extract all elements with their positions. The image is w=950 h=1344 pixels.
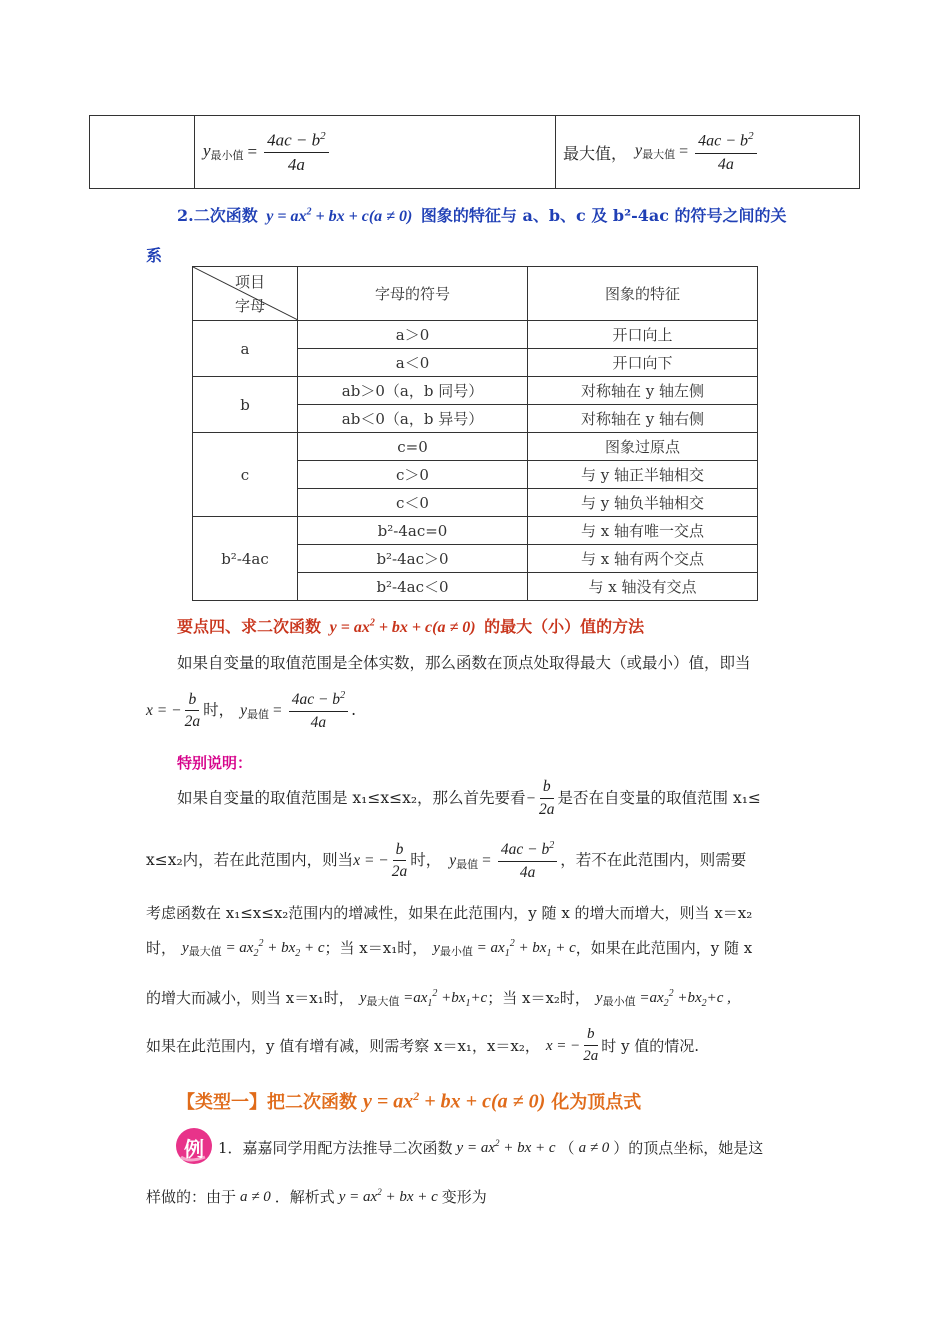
text: 1．嘉嘉同学用配方法推导二次函数 [218,1139,453,1157]
badge-label: 例 [184,1137,204,1161]
text: （ [559,1139,575,1157]
text: 如果在此范围内，y 值有增有减，则需考察 x＝x₁，x＝x₂， [146,1036,540,1055]
letter-cell: b [193,377,298,433]
text: ，若不在此范围内，则需要 [560,851,747,870]
table-cell: 与 x 轴没有交点 [528,573,758,601]
formula-subscript: 最大值 [188,945,222,958]
vertex-formula-line: x = − $\frac{b}{2a}$ 时， $y_{最值}$ = $\frac{4ac - b^2}{4a}$ . [146,690,356,731]
min-value-formula: $y_{最小值}$ = $\frac{4ac - b^2}{4a}$ [203,130,332,175]
table-cell: b²-4ac＞0 [298,545,528,573]
text: ）的顶点坐标，她是这 [613,1139,764,1157]
heading-text: 图象的特征与 a、b、c 及 b²-4ac 的符号之间的关 [420,206,787,225]
section-2-heading: 2.二次函数 $y = ax^2$ + bx + c(a ≠ 0) 图象的特征与 a、b、c 及 b²-4ac 的符号之间的关 [177,206,787,225]
heading-text: 2.二次函数 [177,206,258,225]
special-note-heading: 特别说明： [177,754,253,772]
table-cell: c＜0 [298,489,528,517]
formula-subscript: 最小值 [210,149,244,163]
column-header: 字母的符号 [298,267,528,321]
letter-cell: a [193,321,298,377]
table-cell: 对称轴在 y 轴左侧 [528,377,758,405]
formula-subscript: 最值 [456,857,479,871]
table-cell: 与 x 轴有两个交点 [528,545,758,573]
formula-subscript: 最小值 [439,945,473,958]
text: ，如果在此范围内，y 随 x [575,939,753,958]
corner-bottom-label: 字母 [235,297,266,315]
table-cell: 图象过原点 [528,433,758,461]
table-cell: a＞0 [298,321,528,349]
formula-subscript: 最大值 [642,148,676,162]
heading-text: 【类型一】把二次函数 [177,1092,357,1113]
special-line-5: 的增大而减小，则当 x＝x₁时， $y_{最大值} =ax_1^2 +bx_1+c$ ；当 x＝x₂时， $y_{最小值} =ax_2^2 +bx_2+c$ , [146,988,731,1009]
text: 变形为 [441,1188,487,1206]
text: x≤x₂内，若在此范围内，则当 [146,851,354,870]
heading-text: 的最大（小）值的方法 [484,617,645,636]
type-1-heading: 【类型一】把二次函数 $y = ax^2$ + bx + c(a ≠ 0) 化为顶点式 [177,1088,642,1113]
table-cell: 与 y 轴正半轴相交 [528,461,758,489]
letter-cell: c [193,433,298,517]
text: 时， [203,701,235,720]
text: 样做的：由于 [146,1188,237,1206]
special-line-4: 时， $y_{最大值} = ax_2^2 + bx_2 + c$ ；当 x＝x₁时， $y_{最小值} = ax_1^2 + bx_1 + c$ ，如果在此范围内，y 随 x [146,938,753,959]
table-cell: 对称轴在 y 轴右侧 [528,405,758,433]
corner-top-label: 项目 [235,273,266,291]
table-cell: c=0 [298,433,528,461]
formula-subscript: 最值 [246,707,269,721]
table-cell: 开口向下 [528,349,758,377]
letter-cell: b²-4ac [193,517,298,601]
paragraph: 如果自变量的取值范围是全体实数，那么函数在顶点处取得最大（或最小）值，即当 [177,654,751,672]
special-line-2: x≤x₂内，若在此范围内，则当 x = − $\frac{b}{2a}$ 时， $y_{最值}$ = $\frac{4ac - b^2}{4a}$ ，若不在此范围内，则需要 [146,840,747,881]
sign-feature-table [192,266,758,601]
text: 如果自变量的取值范围是 x₁≤x≤x₂，那么首先要看 [177,788,526,807]
text: 时， [410,851,442,870]
table-cell: b²-4ac=0 [298,517,528,545]
point-4-heading: 要点四、求二次函数 $y = ax^2$ + bx + c(a ≠ 0) 的最大（小）值的方法 [177,617,645,636]
max-value-label: 最大值， [563,143,628,163]
example-line-1: 1．嘉嘉同学用配方法推导二次函数 $y = ax^2$ + bx + c （ a ≠ 0 ）的顶点坐标，她是这 [218,1137,763,1160]
table-cell: ab＞0（a，b 同号） [298,377,528,405]
heading-text: 化为顶点式 [551,1092,642,1113]
table-cell: 与 x 轴有唯一交点 [528,517,758,545]
formula-subscript: 最大值 [366,995,400,1008]
table-divider [555,116,556,188]
text: 的增大而减小，则当 x＝x₁时， [146,989,354,1008]
text: ；当 x＝x₁时， [324,939,428,958]
special-line-3: 考虑函数在 x₁≤x≤x₂范围内的增减性，如果在此范围内，y 随 x 的增大而增大，则当 x＝x₂ [146,904,753,922]
column-header: 图象的特征 [528,267,758,321]
table-cell: b²-4ac＜0 [298,573,528,601]
table-cell: c＞0 [298,461,528,489]
table-divider [194,116,195,188]
text: ．解析式 [274,1188,335,1206]
table-cell: ab＜0（a，b 异号） [298,405,528,433]
max-value-cell: 最大值， $y_{最大值}$ = $\frac{4ac - b^2}{4a}$ [563,130,760,174]
table-cell: 开口向上 [528,321,758,349]
example-badge-icon [175,1127,213,1165]
special-line-6: 如果在此范围内，y 值有增有减，则需考察 x＝x₁，x＝x₂， x = − $\frac{b}{2a}$ 时 y 值的情况. [146,1026,700,1065]
text: 时 y 值的情况. [601,1036,700,1055]
text: 时， [146,939,177,958]
corner-header-cell [193,267,298,321]
section-2-heading-wrap: 系 [146,246,163,265]
example-line-2: 样做的：由于 a ≠ 0 ．解析式 $y = ax^2$ + bx + c 变形为 [146,1186,487,1209]
formula-subscript: 最小值 [602,995,636,1008]
text: 是否在自变量的取值范围 x₁≤ [557,788,761,807]
table-cell: a＜0 [298,349,528,377]
text: ；当 x＝x₂时， [487,989,590,1008]
table-cell: 与 y 轴负半轴相交 [528,489,758,517]
heading-text: 要点四、求二次函数 [177,617,322,636]
special-line-1: 如果自变量的取值范围是 x₁≤x≤x₂，那么首先要看 − $\frac{b}{2a}$ 是否在自变量的取值范围 x₁≤ [177,778,761,818]
